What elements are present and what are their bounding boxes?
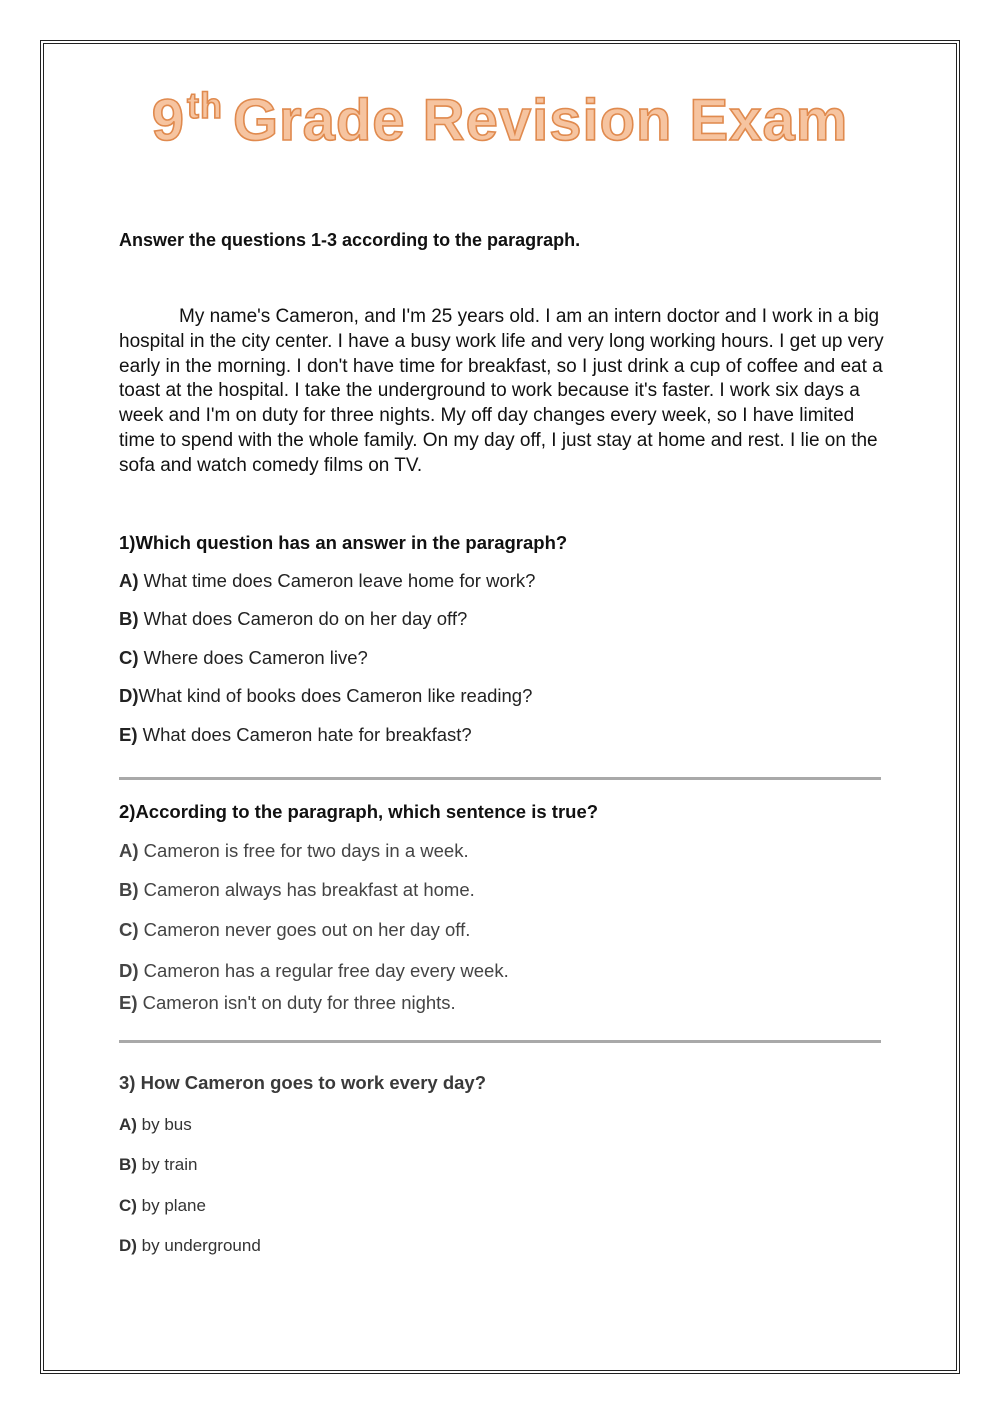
option-text: What kind of books does Cameron like reading? bbox=[138, 685, 533, 706]
option-text: Cameron isn't on duty for three nights. bbox=[137, 992, 456, 1013]
section-divider bbox=[119, 777, 881, 780]
option-letter: B) bbox=[119, 608, 139, 629]
question-3-option-a[interactable] bbox=[119, 1115, 192, 1135]
option-letter: C) bbox=[119, 647, 139, 668]
option-letter: D) bbox=[119, 685, 139, 706]
question-1-option-c[interactable] bbox=[119, 647, 368, 669]
option-text: Cameron never goes out on her day off. bbox=[138, 919, 471, 940]
section-divider bbox=[119, 1040, 881, 1043]
option-text: Cameron always has breakfast at home. bbox=[138, 879, 475, 900]
question-3-option-b[interactable] bbox=[119, 1155, 197, 1175]
option-text: by underground bbox=[136, 1236, 261, 1255]
question-2-option-a[interactable] bbox=[119, 840, 469, 862]
option-letter: B) bbox=[119, 879, 139, 900]
instruction: Answer the questions 1-3 according to the paragraph. bbox=[119, 230, 581, 250]
page-title bbox=[0, 85, 1000, 153]
option-letter: E) bbox=[119, 724, 138, 745]
option-text: Cameron has a regular free day every week. bbox=[138, 960, 509, 981]
question-3-option-c[interactable] bbox=[119, 1196, 206, 1216]
option-letter: A) bbox=[119, 840, 139, 861]
option-letter: E) bbox=[119, 992, 138, 1013]
option-text: What time does Cameron leave home for work? bbox=[138, 570, 536, 591]
option-text: Cameron is free for two days in a week. bbox=[138, 840, 469, 861]
option-letter: D) bbox=[119, 1236, 137, 1255]
question-1-option-b[interactable] bbox=[119, 608, 467, 630]
title-suffix: th bbox=[186, 85, 223, 126]
title-number: 9 bbox=[151, 88, 185, 153]
question-1-option-d[interactable] bbox=[119, 685, 532, 707]
option-text: What does Cameron hate for breakfast? bbox=[137, 724, 472, 745]
title-text: Grade Revision Exam bbox=[232, 88, 849, 153]
question-2-option-b[interactable] bbox=[119, 879, 475, 901]
question-2-option-e[interactable] bbox=[119, 992, 456, 1014]
option-letter: C) bbox=[119, 919, 139, 940]
option-letter: A) bbox=[119, 1115, 137, 1134]
option-text: by plane bbox=[136, 1196, 206, 1215]
option-text: What does Cameron do on her day off? bbox=[138, 608, 468, 629]
question-1-heading: 1)Which question has an answer in the paragraph? bbox=[119, 532, 568, 553]
question-1-option-e[interactable] bbox=[119, 724, 472, 746]
question-2-heading: 2)According to the paragraph, which sentence is true? bbox=[119, 801, 599, 822]
question-1-option-a[interactable] bbox=[119, 570, 535, 592]
question-2-option-c[interactable] bbox=[119, 919, 470, 941]
option-letter: D) bbox=[119, 960, 139, 981]
question-3-heading: 3) How Cameron goes to work every day? bbox=[119, 1072, 487, 1093]
question-3-option-d[interactable] bbox=[119, 1236, 261, 1256]
question-2-option-d[interactable] bbox=[119, 960, 509, 982]
option-letter: A) bbox=[119, 570, 139, 591]
option-text: by bus bbox=[136, 1115, 192, 1134]
option-letter: B) bbox=[119, 1155, 137, 1174]
option-letter: C) bbox=[119, 1196, 137, 1215]
option-text: Where does Cameron live? bbox=[138, 647, 368, 668]
option-text: by train bbox=[136, 1155, 198, 1174]
reading-paragraph: My name's Cameron, and I'm 25 years old. I am an intern doctor and I work in a big hospital in the city center. I have a busy work life and very long working hours. I get up very early in the morning. I don't have time for breakfast, so I just drink a cup of coffee and eat a toast at the hospital. I take the underground to work because it's faster. I work six days a week and I'm on duty for three nights. My off day changes every week, so I have limited time to spend with the whole family. On my day off, I just stay at home and rest. I lie on the sofa and watch comedy films on TV. bbox=[119, 306, 884, 476]
